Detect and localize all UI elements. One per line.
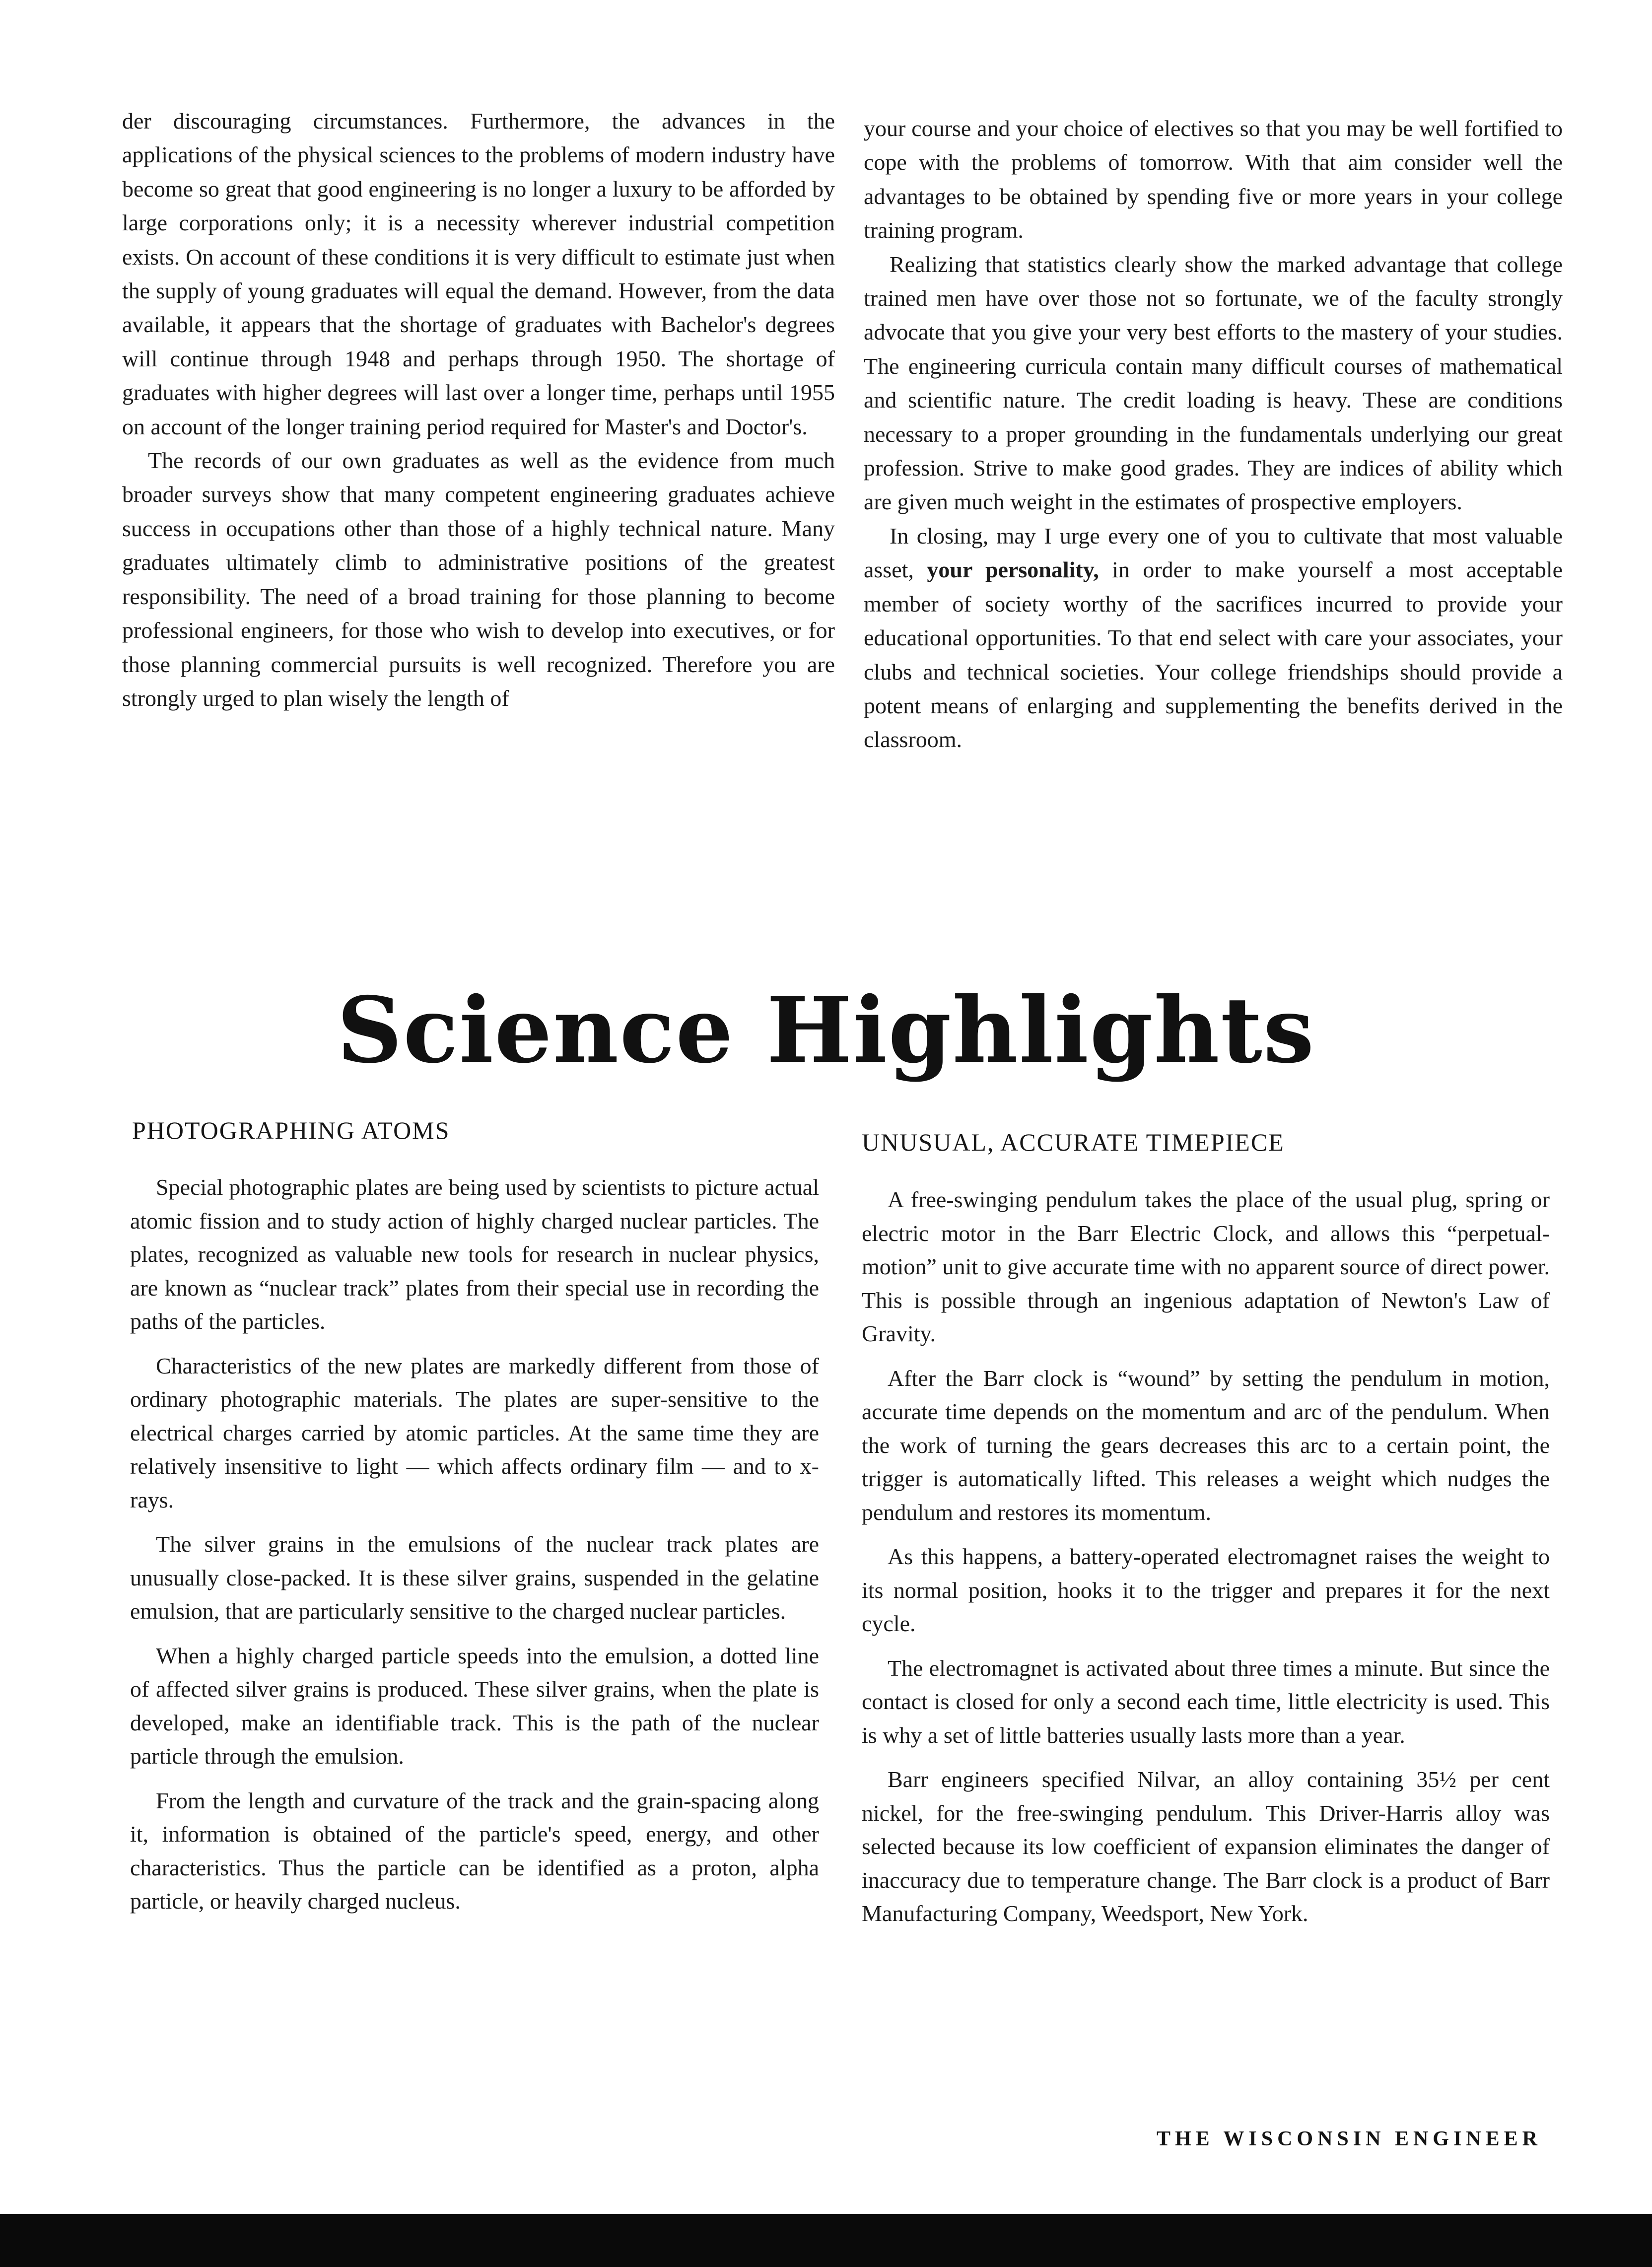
- article-heading-timepiece: UNUSUAL, ACCURATE TIMEPIECE: [862, 1128, 1285, 1156]
- publication-footer: THE WISCONSIN ENGINEER: [1156, 2128, 1542, 2150]
- top-right-column: [864, 112, 1563, 757]
- timepiece-paragraph-5: Barr engineers specified Nilvar, an alloy containing 35½ per cent nickel, for the free-swinging pendulum. This Driver-Harris alloy was selected because its low coefficient of expansion eliminates the danger of inaccuracy due to temperature change. The Barr clock is a product of Barr Manufacturing Company, Weedsport, New York.: [862, 1767, 1550, 1926]
- bottom-scan-band: [0, 2214, 1652, 2267]
- atoms-paragraph-3: The silver grains in the emulsions of the nuclear track plates are unusually close-packed. It is these silver grains, suspended in the gelatine emulsion, that are particularly sensitive to the charged nuclear particles.: [130, 1531, 819, 1624]
- top-right-paragraph-3: [864, 519, 1563, 757]
- personality-emphasis: your personality,: [927, 557, 1099, 583]
- top-left-paragraph-1: der discouraging circumstances. Furthermore, the advances in the applications of the physical sciences to the problems of modern industry have become so great that good engineering is no longer a luxury to be afforded by large corporations only; it is a necessity wherever industrial competition exists. On account of these conditions it is very difficult to estimate just when the supply of young graduates will equal the demand. However, from the data available, it appears that the shortage of graduates with Bachelor's degrees will continue through 1948 and perhaps through 1950. The shortage of graduates with higher degrees will last over a longer time, perhaps until 1955 on account of the longer training period required for Master's and Doctor's.: [122, 108, 835, 439]
- atoms-paragraph-4: When a highly charged particle speeds into the emulsion, a dotted line of affected silver grains is produced. These silver grains, when the plate is developed, make an identifiable track. This is the path of the nuclear particle through the emulsion.: [130, 1643, 819, 1769]
- timepiece-paragraph-3: As this happens, a battery-operated electromagnet raises the weight to its normal position, hooks it to the trigger and prepares it for the next cycle.: [862, 1544, 1550, 1636]
- closing-text-end: in order to make yourself a most acceptable member of society worthy of the sacrifices incurred to provide your educational opportunities. To that end select with care your associates, your clubs and technical societies. Your college friendships should provide a potent means of enlarging and supplementing the benefits derived in the classroom.: [864, 557, 1563, 753]
- closing-text-start: In closing, may I urge every one of you to cultivate that most valuable asset,: [864, 523, 1563, 583]
- top-right-paragraph-2: Realizing that statistics clearly show the marked advantage that college trained men have over those not so fortunate, we of the faculty strongly advocate that you give your very best efforts to the mastery of your studies. The engineering curricula contain many difficult courses of mathematical and scientific nature. The credit loading is heavy. These are conditions necessary to a proper grounding in the fundamentals underlying our great profession. Strive to make good grades. They are indices of ability which are given much weight in the estimates of prospective employers.: [864, 251, 1563, 515]
- timepiece-paragraph-4: The electromagnet is activated about three times a minute. But since the contact is closed for only a second each time, little electricity is used. This is why a set of little batteries usually lasts more than a year.: [862, 1655, 1550, 1748]
- article-heading-photographing-atoms: PHOTOGRAPHING ATOMS: [132, 1116, 450, 1144]
- top-left-paragraph-2: The records of our own graduates as well as the evidence from much broader surveys show that many competent engineering graduates achieve success in occupations other than those of a highly technical nature. Many graduates ultimately climb to administrative positions of the greatest responsibility. The need of a broad training for those planning to become professional engineers, for those who wish to develop into executives, or for those planning commercial pursuits is well recognized. Therefore you are strongly urged to plan wisely the length of: [122, 448, 835, 711]
- timepiece-paragraph-2: After the Barr clock is “wound” by setting the pendulum in motion, accurate time depends on the momentum and arc of the pendulum. When the work of turning the gears decreases this arc to a certain point, the trigger is automatically lifted. This releases a weight which nudges the pendulum and restores its momentum.: [862, 1365, 1550, 1525]
- article-photographing-atoms: [130, 1170, 819, 1929]
- article-timepiece: [862, 1183, 1550, 1941]
- atoms-paragraph-2: Characteristics of the new plates are markedly different from those of ordinary photographic materials. The plates are super-sensitive to the electrical charges carried by atomic particles. At the same time they are relatively insensitive to light — which affects ordinary film — and to x-rays.: [130, 1353, 819, 1512]
- top-right-paragraph-1: your course and your choice of electives so that you may be well fortified to cope with the problems of tomorrow. With that aim consider well the advantages to be obtained by spending five or more years in your college training program.: [864, 116, 1563, 243]
- atoms-paragraph-5: From the length and curvature of the track and the grain-spacing along it, information is obtained of the particle's speed, energy, and other characteristics. Thus the particle can be identified as a proton, alpha particle, or heavily charged nucleus.: [130, 1787, 819, 1914]
- atoms-paragraph-1: Special photographic plates are being used by scientists to picture actual atomic fission and to study action of highly charged nuclear particles. The plates, recognized as valuable new tools for research in nuclear physics, are known as “nuclear track” plates from their special use in recording the paths of the particles.: [130, 1174, 819, 1334]
- top-left-column: [122, 104, 835, 715]
- section-masthead: Science Highlights: [337, 977, 1315, 1083]
- timepiece-paragraph-1: A free-swinging pendulum takes the place of the usual plug, spring or electric motor in the Barr Electric Clock, and allows this “perpetual-motion” unit to give accurate time with no apparent source of direct power. This is possible through an ingenious adaptation of Newton's Law of Gravity.: [862, 1187, 1550, 1346]
